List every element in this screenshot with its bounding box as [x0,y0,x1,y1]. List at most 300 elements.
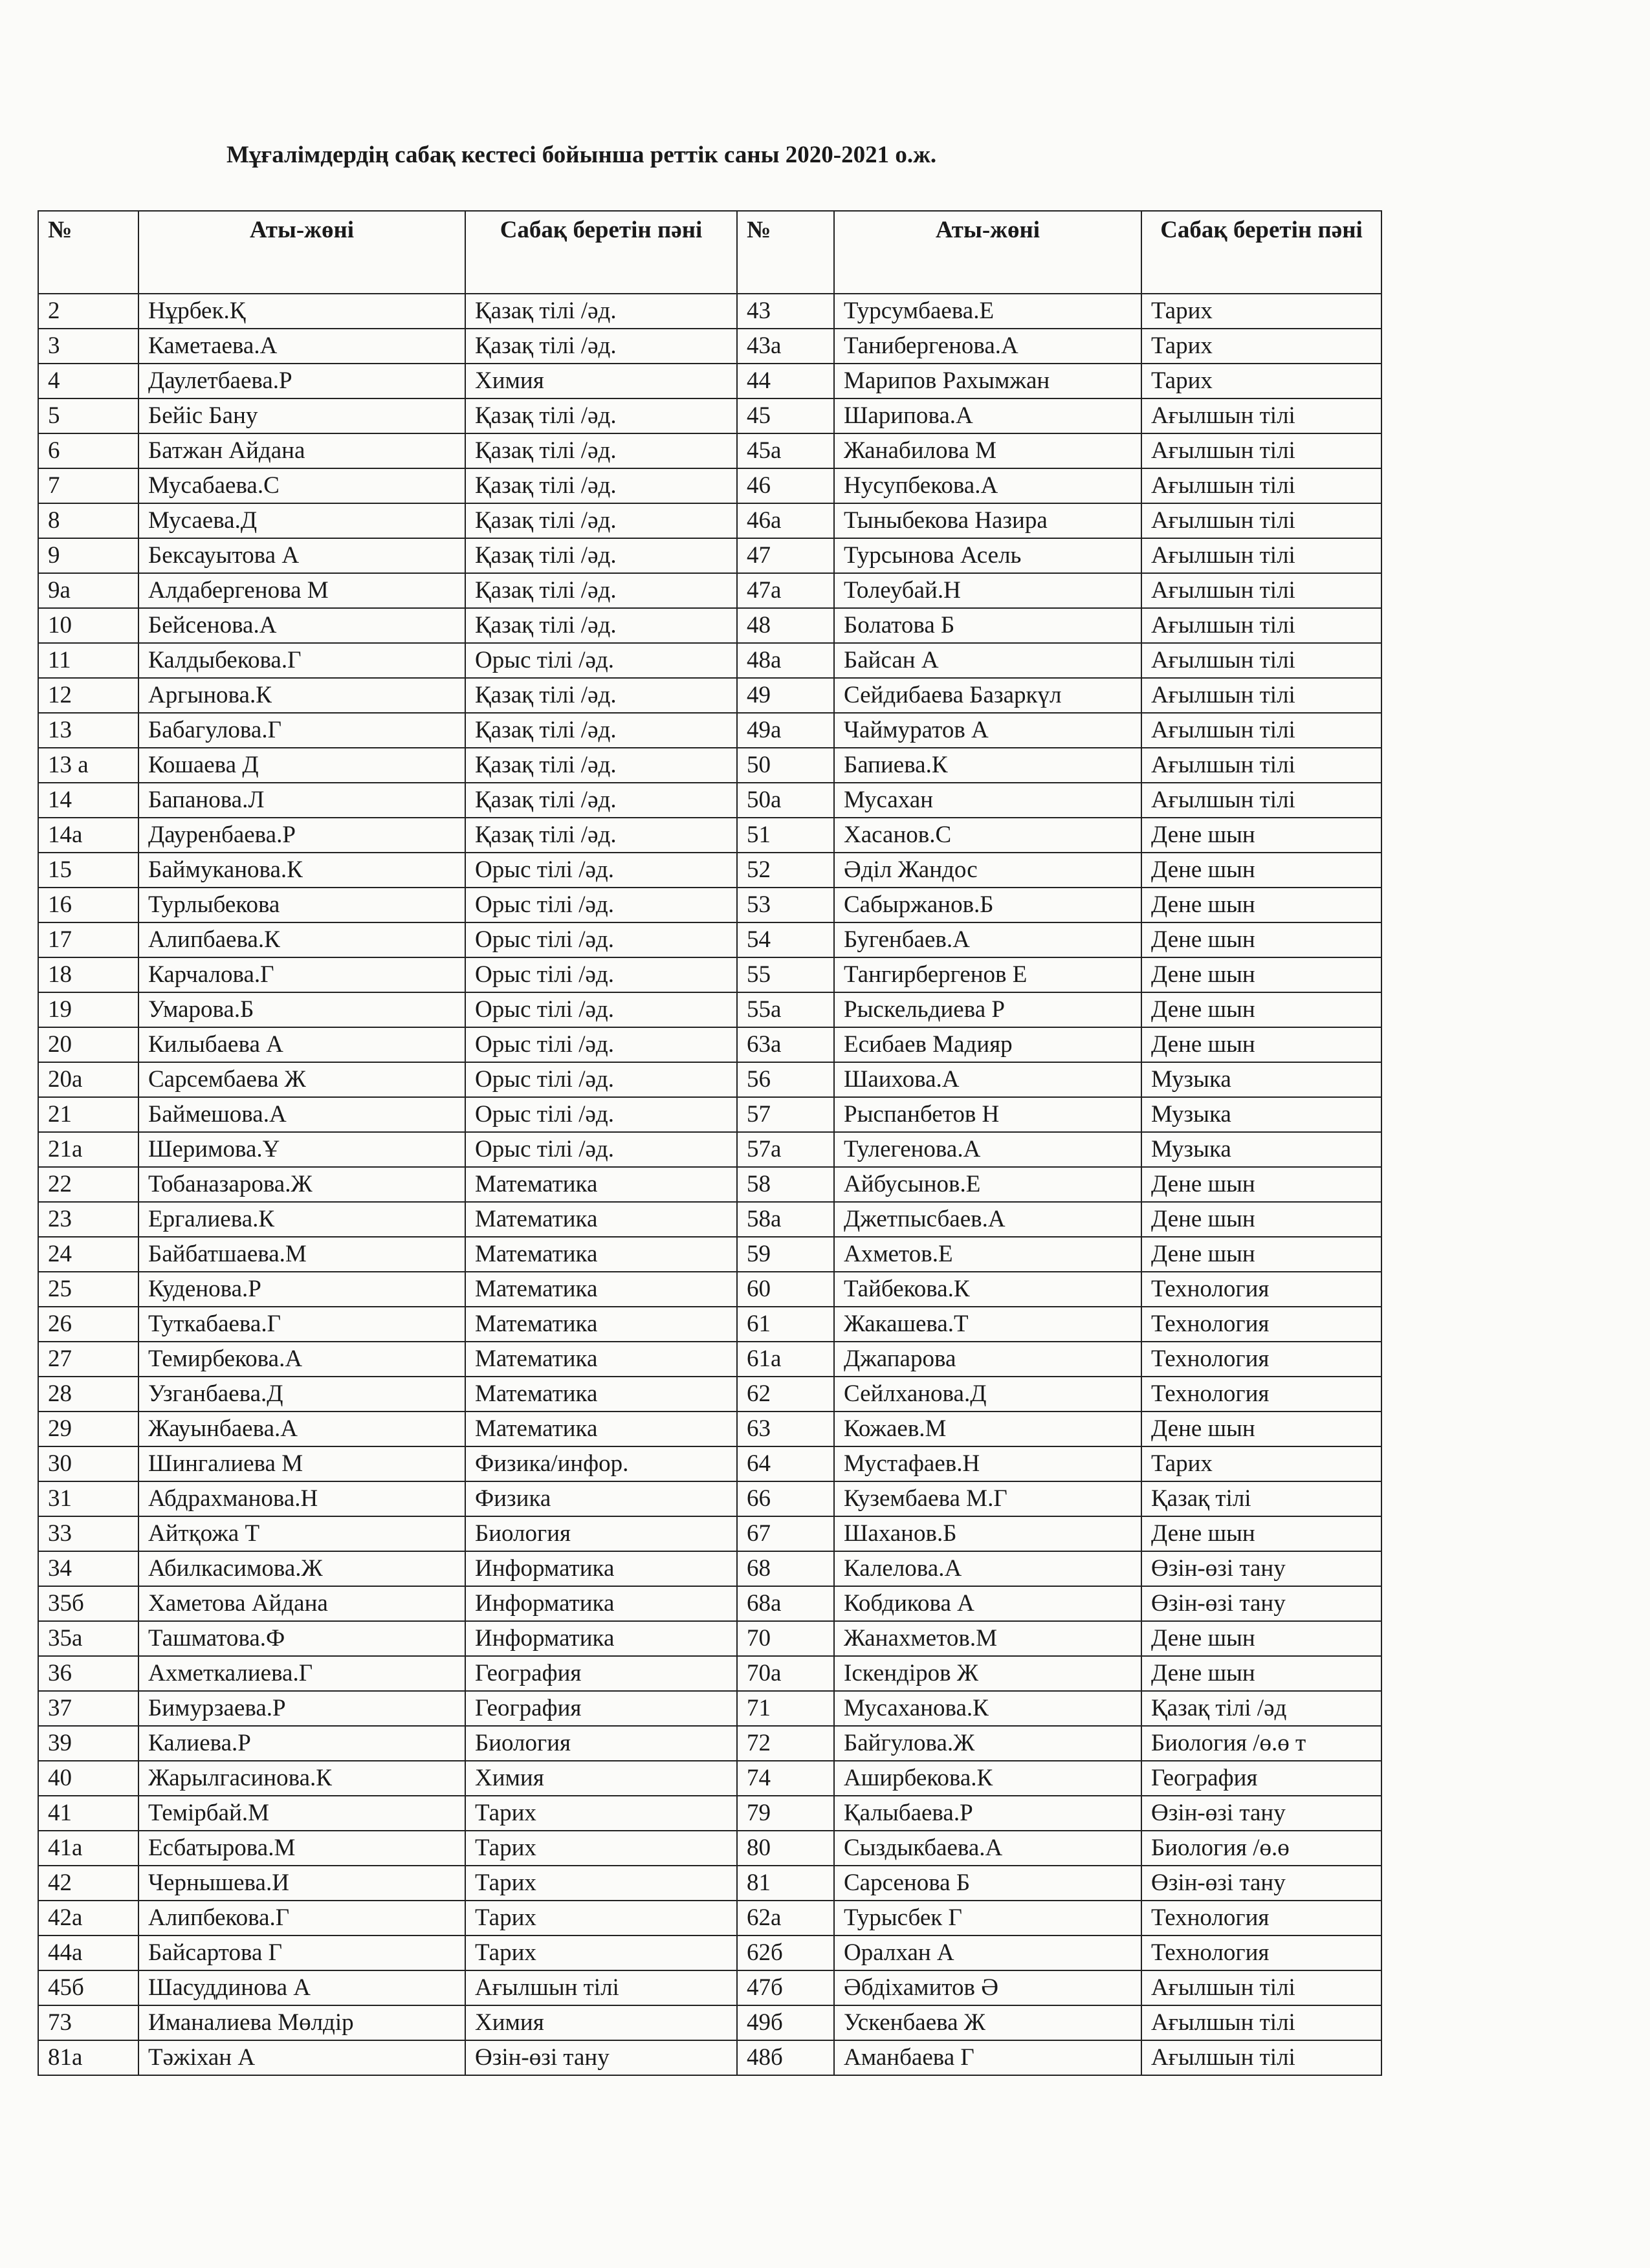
name-cell: Бейіс Бану [138,398,465,433]
name-cell: Айбусынов.Е [834,1167,1141,1202]
subject-cell: Орыс тілі /әд. [465,1132,737,1167]
name-cell: Чернышева.И [138,1866,465,1901]
subject-cell: Орыс тілі /әд. [465,1062,737,1097]
num-cell: 21 [38,1097,138,1132]
name-cell: Бапанова.Л [138,783,465,818]
num-cell: 43 [737,294,834,329]
subject-cell: Орыс тілі /әд. [465,957,737,992]
teacher-table [38,210,1382,2076]
name-cell: Абдрахманова.Н [138,1481,465,1516]
num-cell: 58 [737,1167,834,1202]
subject-cell: Дене шын [1141,957,1381,992]
subject-cell: Музыка [1141,1132,1381,1167]
num-cell: 26 [38,1307,138,1342]
num-cell: 70а [737,1656,834,1691]
name-cell: Баймуканова.К [138,853,465,888]
num-cell: 35а [38,1621,138,1656]
name-cell: Туткабаева.Г [138,1307,465,1342]
subject-cell: Математика [465,1412,737,1446]
subject-cell: Информатика [465,1551,737,1586]
name-cell: Кузембаева М.Г [834,1481,1141,1516]
num-cell: 71 [737,1691,834,1726]
subject-cell: Музыка [1141,1097,1381,1132]
name-cell: Шеримова.Ұ [138,1132,465,1167]
num-cell: 55 [737,957,834,992]
subject-cell: Тарих [465,1901,737,1935]
name-cell: Әбдіхамитов Ә [834,1970,1141,2005]
name-cell: Жауынбаева.А [138,1412,465,1446]
name-cell: Бейсенова.А [138,608,465,643]
table-row [38,1796,1381,1831]
subject-cell: Биология /ө.ө т [1141,1726,1381,1761]
name-cell: Алдабергенова М [138,573,465,608]
num-cell: 62 [737,1377,834,1412]
num-cell: 66 [737,1481,834,1516]
subject-cell: Математика [465,1307,737,1342]
num-cell: 63а [737,1027,834,1062]
table-row [38,1901,1381,1935]
subject-cell: Қазақ тілі /әд [1141,1691,1381,1726]
table-row [38,538,1381,573]
name-cell: Рыспанбетов Н [834,1097,1141,1132]
subject-cell: Қазақ тілі /әд. [465,818,737,853]
subject-cell: Технология [1141,1935,1381,1970]
page-title: Мұғалімдердің сабақ кестесі бойынша реттік саны 2020-2021 о.ж. [226,142,937,168]
name-cell: Шасуддинова А [138,1970,465,2005]
name-cell: Куденова.Р [138,1272,465,1307]
num-cell: 4 [38,364,138,398]
name-cell: Ускенбаева Ж [834,2005,1141,2040]
name-cell: Сабыржанов.Б [834,888,1141,922]
num-cell: 8 [38,503,138,538]
name-cell: Жанахметов.М [834,1621,1141,1656]
subject-cell: География [465,1691,737,1726]
num-cell: 36 [38,1656,138,1691]
subject-cell: Тарих [1141,1446,1381,1481]
table-row [38,1062,1381,1097]
num-cell: 31 [38,1481,138,1516]
name-cell: Оралхан А [834,1935,1141,1970]
subject-cell: Химия [465,364,737,398]
subject-cell: Тарих [1141,294,1381,329]
subject-cell: Тарих [465,1935,737,1970]
subject-cell: Ағылшын тілі [1141,713,1381,748]
subject-cell: Қазақ тілі /әд. [465,713,737,748]
header-num: № [737,211,834,294]
name-cell: Байсан А [834,643,1141,678]
table-row [38,1412,1381,1446]
name-cell: Жарылгасинова.К [138,1761,465,1796]
table-row [38,783,1381,818]
name-cell: Мустафаев.Н [834,1446,1141,1481]
table-row [38,503,1381,538]
num-cell: 49б [737,2005,834,2040]
num-cell: 61а [737,1342,834,1377]
name-cell: Бимурзаева.Р [138,1691,465,1726]
name-cell: Иманалиева Мөлдір [138,2005,465,2040]
subject-cell: Химия [465,1761,737,1796]
subject-cell: Биология [465,1516,737,1551]
num-cell: 9 [38,538,138,573]
subject-cell: Дене шын [1141,1202,1381,1237]
num-cell: 70 [737,1621,834,1656]
name-cell: Әділ Жандос [834,853,1141,888]
subject-cell: Ағылшын тілі [1141,433,1381,468]
subject-cell: Технология [1141,1342,1381,1377]
name-cell: Шарипова.А [834,398,1141,433]
subject-cell: География [1141,1761,1381,1796]
num-cell: 50 [737,748,834,783]
num-cell: 28 [38,1377,138,1412]
subject-cell: Дене шын [1141,1027,1381,1062]
subject-cell: Дене шын [1141,818,1381,853]
num-cell: 19 [38,992,138,1027]
num-cell: 60 [737,1272,834,1307]
subject-cell: Технология [1141,1901,1381,1935]
name-cell: Мусабаева.С [138,468,465,503]
subject-cell: Ағылшын тілі [465,1970,737,2005]
name-cell: Нусупбекова.А [834,468,1141,503]
subject-cell: Ағылшын тілі [1141,503,1381,538]
name-cell: Қалыбаева.Р [834,1796,1141,1831]
subject-cell: Тарих [465,1831,737,1866]
name-cell: Сыздыкбаева.А [834,1831,1141,1866]
num-cell: 13 [38,713,138,748]
name-cell: Аргынова.К [138,678,465,713]
name-cell: Турлыбекова [138,888,465,922]
num-cell: 81а [38,2040,138,2075]
name-cell: Байбатшаева.М [138,1237,465,1272]
table-row [38,2005,1381,2040]
num-cell: 48б [737,2040,834,2075]
table-row [38,608,1381,643]
table-row [38,818,1381,853]
num-cell: 40 [38,1761,138,1796]
num-cell: 45б [38,1970,138,2005]
name-cell: Аширбекова.К [834,1761,1141,1796]
name-cell: Сейдибаева Базаркүл [834,678,1141,713]
table-row [38,713,1381,748]
table-row [38,1446,1381,1481]
name-cell: Жанабилова М [834,433,1141,468]
name-cell: Іскендіров Ж [834,1656,1141,1691]
header-subject: Сабақ беретін пәні [465,211,737,294]
subject-cell: Физика/инфор. [465,1446,737,1481]
name-cell: Турсумбаева.Е [834,294,1141,329]
name-cell: Рыскельдиева Р [834,992,1141,1027]
subject-cell: Дене шын [1141,888,1381,922]
name-cell: Алипбаева.К [138,922,465,957]
num-cell: 34 [38,1551,138,1586]
table-row [38,1656,1381,1691]
name-cell: Даулетбаева.Р [138,364,465,398]
num-cell: 49а [737,713,834,748]
table-row [38,1167,1381,1202]
name-cell: Сарсенова Б [834,1866,1141,1901]
num-cell: 9а [38,573,138,608]
name-cell: Тайбекова.К [834,1272,1141,1307]
num-cell: 68 [737,1551,834,1586]
table-row [38,1866,1381,1901]
num-cell: 14а [38,818,138,853]
num-cell: 35б [38,1586,138,1621]
table-row [38,1307,1381,1342]
num-cell: 61 [737,1307,834,1342]
num-cell: 51 [737,818,834,853]
subject-cell: Ағылшын тілі [1141,538,1381,573]
subject-cell: Математика [465,1342,737,1377]
num-cell: 79 [737,1796,834,1831]
subject-cell: Технология [1141,1307,1381,1342]
num-cell: 37 [38,1691,138,1726]
subject-cell: Орыс тілі /әд. [465,1027,737,1062]
subject-cell: Ағылшын тілі [1141,2040,1381,2075]
subject-cell: Технология [1141,1377,1381,1412]
table-row [38,573,1381,608]
subject-cell: Математика [465,1167,737,1202]
table-row [38,433,1381,468]
subject-cell: Қазақ тілі /әд. [465,503,737,538]
num-cell: 10 [38,608,138,643]
num-cell: 11 [38,643,138,678]
name-cell: Кошаева Д [138,748,465,783]
table-row [38,1132,1381,1167]
table-row [38,364,1381,398]
num-cell: 41а [38,1831,138,1866]
num-cell: 25 [38,1272,138,1307]
num-cell: 12 [38,678,138,713]
num-cell: 18 [38,957,138,992]
name-cell: Мусахан [834,783,1141,818]
table-row [38,294,1381,329]
num-cell: 22 [38,1167,138,1202]
subject-cell: Биология [465,1726,737,1761]
subject-cell: Физика [465,1481,737,1516]
num-cell: 62а [737,1901,834,1935]
name-cell: Мусаева.Д [138,503,465,538]
name-cell: Турсынова Асель [834,538,1141,573]
num-cell: 47б [737,1970,834,2005]
num-cell: 44а [38,1935,138,1970]
num-cell: 52 [737,853,834,888]
subject-cell: Ағылшын тілі [1141,468,1381,503]
num-cell: 17 [38,922,138,957]
subject-cell: Орыс тілі /әд. [465,992,737,1027]
name-cell: Кожаев.М [834,1412,1141,1446]
table-row [38,957,1381,992]
subject-cell: Орыс тілі /әд. [465,888,737,922]
subject-cell: Ағылшын тілі [1141,678,1381,713]
name-cell: Байсартова Г [138,1935,465,1970]
name-cell: Тулегенова.А [834,1132,1141,1167]
name-cell: Джетпысбаев.А [834,1202,1141,1237]
subject-cell: Өзін-өзі тану [1141,1551,1381,1586]
name-cell: Темирбекова.А [138,1342,465,1377]
table-row [38,1761,1381,1796]
subject-cell: Қазақ тілі /әд. [465,748,737,783]
name-cell: Ташматова.Ф [138,1621,465,1656]
num-cell: 49 [737,678,834,713]
num-cell: 14 [38,783,138,818]
table-row [38,398,1381,433]
name-cell: Калелова.А [834,1551,1141,1586]
num-cell: 13 а [38,748,138,783]
name-cell: Дауренбаева.Р [138,818,465,853]
subject-cell: Дене шын [1141,853,1381,888]
subject-cell: Математика [465,1377,737,1412]
num-cell: 16 [38,888,138,922]
name-cell: Толеубай.Н [834,573,1141,608]
num-cell: 55а [737,992,834,1027]
num-cell: 7 [38,468,138,503]
table-row [38,1342,1381,1377]
subject-cell: Қазақ тілі /әд. [465,573,737,608]
subject-cell: Технология [1141,1272,1381,1307]
subject-cell: Қазақ тілі /әд. [465,294,737,329]
header-row [38,211,1381,294]
table-row [38,1970,1381,2005]
subject-cell: Ағылшын тілі [1141,748,1381,783]
table-row [38,1691,1381,1726]
num-cell: 24 [38,1237,138,1272]
table-row [38,1621,1381,1656]
subject-cell: Қазақ тілі /әд. [465,783,737,818]
num-cell: 47а [737,573,834,608]
name-cell: Кобдикова А [834,1586,1141,1621]
name-cell: Тангирбергенов Е [834,957,1141,992]
name-cell: Ахметкалиева.Г [138,1656,465,1691]
num-cell: 46а [737,503,834,538]
name-cell: Ергалиева.К [138,1202,465,1237]
table-row [38,468,1381,503]
name-cell: Каметаева.А [138,329,465,364]
subject-cell: Орыс тілі /әд. [465,1097,737,1132]
table-row [38,1516,1381,1551]
name-cell: Шаихова.А [834,1062,1141,1097]
subject-cell: Информатика [465,1586,737,1621]
table-row [38,1935,1381,1970]
name-cell: Тобаназарова.Ж [138,1167,465,1202]
subject-cell: Тарих [465,1866,737,1901]
subject-cell: Өзін-өзі тану [1141,1796,1381,1831]
num-cell: 41 [38,1796,138,1831]
subject-cell: Химия [465,2005,737,2040]
subject-cell: Тарих [1141,364,1381,398]
subject-cell: Дене шын [1141,1621,1381,1656]
name-cell: Айтқожа Т [138,1516,465,1551]
num-cell: 20а [38,1062,138,1097]
subject-cell: Тарих [1141,329,1381,364]
subject-cell: Өзін-өзі тану [1141,1586,1381,1621]
num-cell: 23 [38,1202,138,1237]
name-cell: Тыныбекова Назира [834,503,1141,538]
name-cell: Баймешова.А [138,1097,465,1132]
name-cell: Шаханов.Б [834,1516,1141,1551]
subject-cell: Қазақ тілі /әд. [465,608,737,643]
subject-cell: Орыс тілі /әд. [465,643,737,678]
num-cell: 45а [737,433,834,468]
num-cell: 59 [737,1237,834,1272]
subject-cell: Ағылшын тілі [1141,643,1381,678]
subject-cell: Ағылшын тілі [1141,398,1381,433]
header-name: Аты-жөні [834,211,1141,294]
name-cell: Бексауытова А [138,538,465,573]
num-cell: 30 [38,1446,138,1481]
num-cell: 57а [737,1132,834,1167]
subject-cell: Дене шын [1141,1516,1381,1551]
num-cell: 2 [38,294,138,329]
name-cell: Килыбаева А [138,1027,465,1062]
num-cell: 3 [38,329,138,364]
subject-cell: География [465,1656,737,1691]
subject-cell: Ағылшын тілі [1141,1970,1381,2005]
table-row [38,329,1381,364]
subject-cell: Қазақ тілі /әд. [465,433,737,468]
name-cell: Абилкасимова.Ж [138,1551,465,1586]
num-cell: 73 [38,2005,138,2040]
subject-cell: Математика [465,1272,737,1307]
name-cell: Чаймуратов А [834,713,1141,748]
table-row [38,922,1381,957]
name-cell: Узганбаева.Д [138,1377,465,1412]
name-cell: Есибаев Мадияр [834,1027,1141,1062]
name-cell: Есбатырова.М [138,1831,465,1866]
num-cell: 56 [737,1062,834,1097]
num-cell: 47 [737,538,834,573]
name-cell: Нұрбек.Қ [138,294,465,329]
name-cell: Сейлханова.Д [834,1377,1141,1412]
num-cell: 6 [38,433,138,468]
subject-cell: Орыс тілі /әд. [465,922,737,957]
table-row [38,1726,1381,1761]
table-body [38,294,1381,2075]
table-row [38,643,1381,678]
name-cell: Болатова Б [834,608,1141,643]
num-cell: 68а [737,1586,834,1621]
num-cell: 5 [38,398,138,433]
subject-cell: Биология /ө.ө [1141,1831,1381,1866]
table-row [38,1097,1381,1132]
num-cell: 81 [737,1866,834,1901]
subject-cell: Дене шын [1141,1237,1381,1272]
num-cell: 20 [38,1027,138,1062]
name-cell: Темірбай.М [138,1796,465,1831]
name-cell: Батжан Айдана [138,433,465,468]
table-row [38,1551,1381,1586]
num-cell: 57 [737,1097,834,1132]
name-cell: Турысбек Г [834,1901,1141,1935]
name-cell: Танибергенова.А [834,329,1141,364]
num-cell: 33 [38,1516,138,1551]
num-cell: 67 [737,1516,834,1551]
num-cell: 42а [38,1901,138,1935]
table-row [38,992,1381,1027]
name-cell: Жакашева.Т [834,1307,1141,1342]
num-cell: 64 [737,1446,834,1481]
name-cell: Сарсембаева Ж [138,1062,465,1097]
num-cell: 63 [737,1412,834,1446]
subject-cell: Информатика [465,1621,737,1656]
num-cell: 48а [737,643,834,678]
table-row [38,1481,1381,1516]
num-cell: 53 [737,888,834,922]
name-cell: Бугенбаев.А [834,922,1141,957]
name-cell: Калдыбекова.Г [138,643,465,678]
name-cell: Марипов Рахымжан [834,364,1141,398]
table-row [38,1027,1381,1062]
num-cell: 45 [737,398,834,433]
header-name: Аты-жөні [138,211,465,294]
